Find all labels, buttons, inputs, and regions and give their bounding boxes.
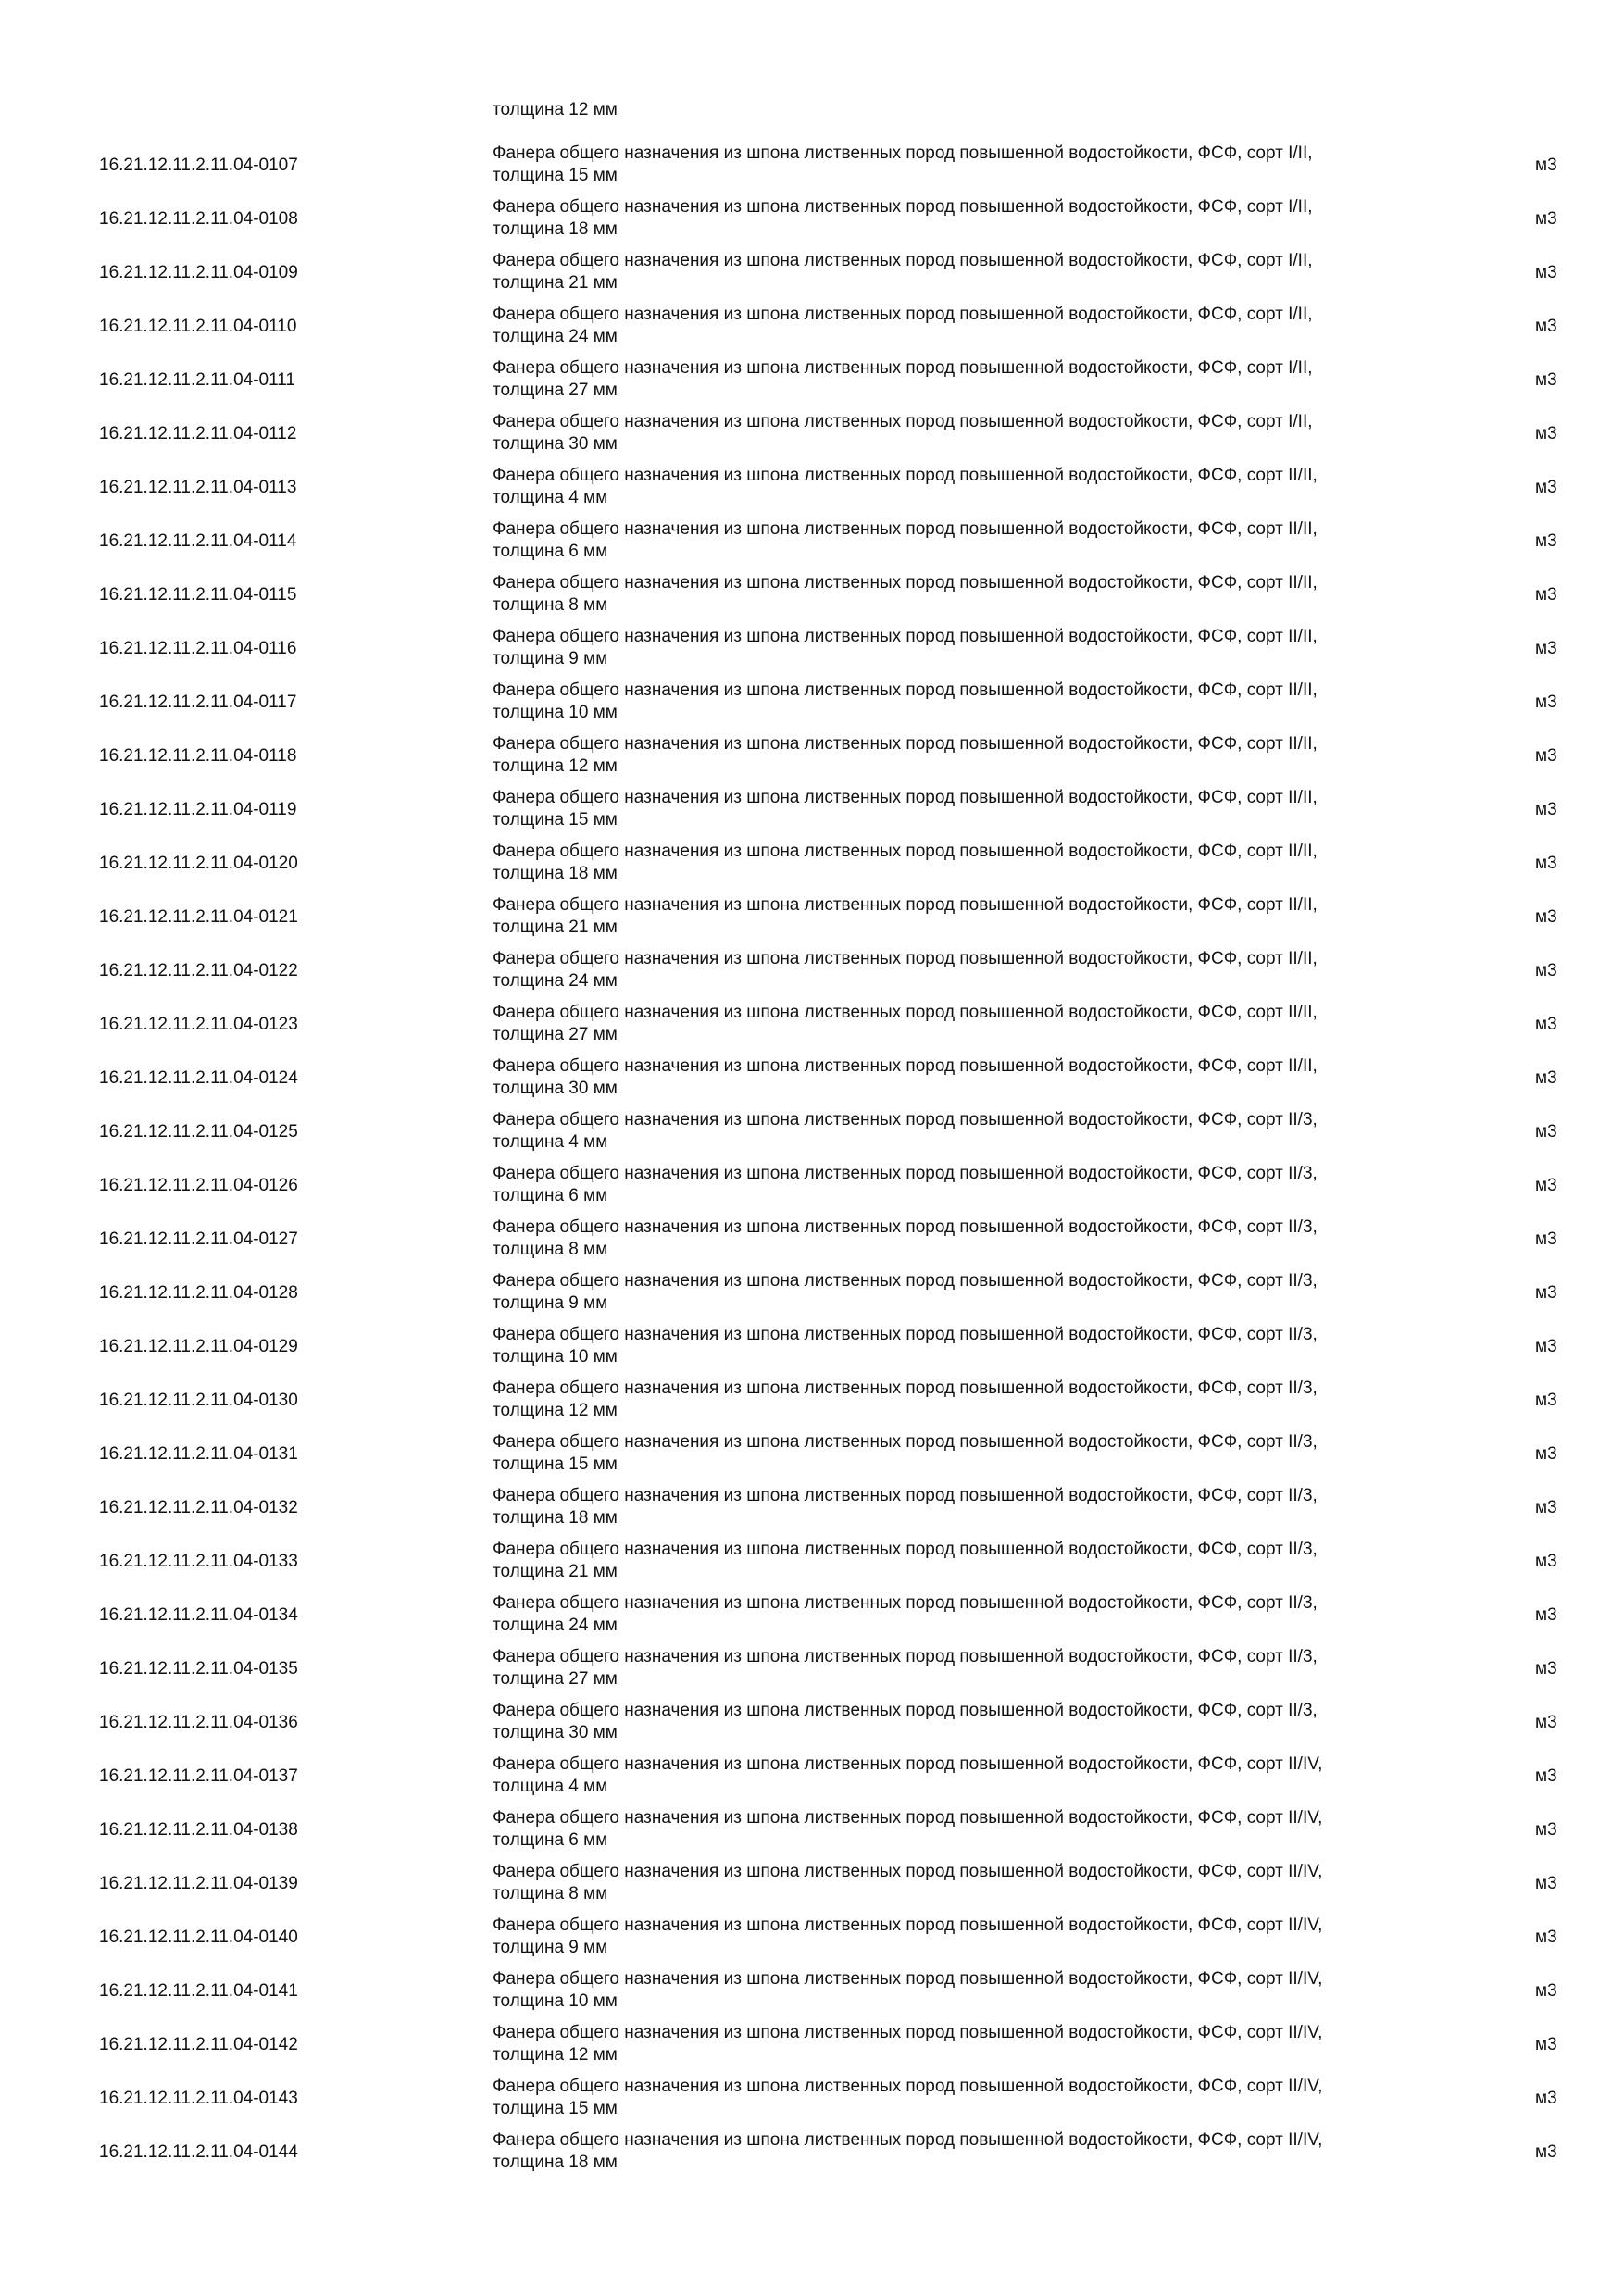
unit-of-measure: м3 xyxy=(1535,1820,1557,1840)
description-line-2: толщина 15 мм xyxy=(493,2099,618,2118)
unit-of-measure: м3 xyxy=(1535,478,1557,497)
resource-code: 16.21.12.11.2.11.04-0122 xyxy=(99,961,298,980)
description-line-1: Фанера общего назначения из шпона лиственных пород повышенной водостойкости, ФСФ, сорт II/II, xyxy=(493,627,1318,646)
unit-of-measure: м3 xyxy=(1535,424,1557,443)
resource-description xyxy=(493,1002,1455,1046)
description-line-2: толщина 21 мм xyxy=(493,1562,618,1581)
resource-code: 16.21.12.11.2.11.04-0126 xyxy=(99,1176,298,1195)
resource-description xyxy=(493,1968,1455,2013)
table-row xyxy=(0,837,1624,891)
resource-code: 16.21.12.11.2.11.04-0141 xyxy=(99,1981,298,2001)
unit-of-measure: м3 xyxy=(1535,1552,1557,1571)
description-line-1: Фанера общего назначения из шпона лиственных пород повышенной водостойкости, ФСФ, сорт II/II, xyxy=(493,519,1318,539)
unit-of-measure: м3 xyxy=(1535,1283,1557,1303)
description-line-2: толщина 9 мм xyxy=(493,1938,608,1957)
table-row xyxy=(0,193,1624,246)
resource-description xyxy=(493,1378,1455,1422)
table-row xyxy=(0,1535,1624,1589)
table-row xyxy=(0,246,1624,300)
table-row xyxy=(0,139,1624,193)
unit-of-measure: м3 xyxy=(1535,961,1557,980)
description-line-2: толщина 12 мм xyxy=(493,1401,618,1420)
resource-code: 16.21.12.11.2.11.04-0137 xyxy=(99,1766,298,1786)
description-line-1: Фанера общего назначения из шпона лиственных пород повышенной водостойкости, ФСФ, сорт II/II, xyxy=(493,680,1318,700)
resource-description xyxy=(493,894,1455,939)
table-row xyxy=(0,1213,1624,1267)
description-line-2: толщина 12 мм xyxy=(493,756,618,776)
description-line-1: Фанера общего назначения из шпона лиственных пород повышенной водостойкости, ФСФ, сорт II/II, xyxy=(493,573,1318,593)
description-line-2: толщина 8 мм xyxy=(493,595,608,615)
description-line-2: толщина 6 мм xyxy=(493,542,608,561)
resource-code: 16.21.12.11.2.11.04-0136 xyxy=(99,1713,298,1732)
description-line-1: Фанера общего назначения из шпона лиственных пород повышенной водостойкости, ФСФ, сорт II/II, xyxy=(493,466,1318,485)
table-row xyxy=(0,300,1624,354)
resource-description xyxy=(493,304,1455,348)
description-line-2: толщина 15 мм xyxy=(493,1454,618,1474)
unit-of-measure: м3 xyxy=(1535,693,1557,712)
resource-code: 16.21.12.11.2.11.04-0142 xyxy=(99,2035,298,2054)
description-line-2: толщина 10 мм xyxy=(493,1991,618,2011)
unit-of-measure: м3 xyxy=(1535,317,1557,336)
description-line-1: Фанера общего назначения из шпона лиственных пород повышенной водостойкости, ФСФ, сорт II/3, xyxy=(493,1486,1318,1505)
description-line-2: толщина 18 мм xyxy=(493,864,618,883)
resource-code: 16.21.12.11.2.11.04-0135 xyxy=(99,1659,298,1678)
table-row xyxy=(0,461,1624,515)
resource-code: 16.21.12.11.2.11.04-0139 xyxy=(99,1874,298,1893)
table-row xyxy=(0,891,1624,944)
description-line-2: толщина 10 мм xyxy=(493,1347,618,1366)
table-row xyxy=(0,1589,1624,1642)
resource-code: 16.21.12.11.2.11.04-0114 xyxy=(99,531,297,551)
resource-code: 16.21.12.11.2.11.04-0116 xyxy=(99,639,297,658)
resource-description xyxy=(493,411,1455,455)
resource-description xyxy=(493,2076,1455,2120)
description-line-1: Фанера общего назначения из шпона лиственных пород повышенной водостойкости, ФСФ, сорт I/II, xyxy=(493,305,1313,324)
unit-of-measure: м3 xyxy=(1535,1176,1557,1195)
table-row xyxy=(0,1911,1624,1965)
resource-description xyxy=(493,1700,1455,1744)
unit-of-measure: м3 xyxy=(1535,639,1557,658)
description-line-1: Фанера общего назначения из шпона лиственных пород повышенной водостойкости, ФСФ, сорт II/II, xyxy=(493,788,1318,807)
description-line-2: толщина 27 мм xyxy=(493,1669,618,1689)
unit-of-measure: м3 xyxy=(1535,1766,1557,1786)
description-line-1: Фанера общего назначения из шпона лиственных пород повышенной водостойкости, ФСФ, сорт II/II, xyxy=(493,949,1318,968)
resource-description xyxy=(493,841,1455,885)
table-row xyxy=(0,1320,1624,1374)
resource-code: 16.21.12.11.2.11.04-0110 xyxy=(99,317,297,336)
table-row xyxy=(0,1857,1624,1911)
unit-of-measure: м3 xyxy=(1535,1068,1557,1088)
unit-of-measure: м3 xyxy=(1535,2142,1557,2162)
description-line-1: Фанера общего назначения из шпона лиственных пород повышенной водостойкости, ФСФ, сорт I/II, xyxy=(493,144,1313,163)
resource-description xyxy=(493,1592,1455,1637)
resource-description xyxy=(493,787,1455,831)
unit-of-measure: м3 xyxy=(1535,1659,1557,1678)
resource-description xyxy=(493,1915,1455,1959)
description-line-1: Фанера общего назначения из шпона лиственных пород повышенной водостойкости, ФСФ, сорт II/3, xyxy=(493,1701,1318,1720)
resource-description xyxy=(493,1109,1455,1154)
resource-code: 16.21.12.11.2.11.04-0128 xyxy=(99,1283,298,1303)
description-line-1: Фанера общего назначения из шпона лиственных пород повышенной водостойкости, ФСФ, сорт II/3, xyxy=(493,1540,1318,1559)
table-row xyxy=(0,1750,1624,1803)
resource-code: 16.21.12.11.2.11.04-0133 xyxy=(99,1552,298,1571)
unit-of-measure: м3 xyxy=(1535,907,1557,927)
resource-code: 16.21.12.11.2.11.04-0143 xyxy=(99,2089,298,2108)
resource-code: 16.21.12.11.2.11.04-0125 xyxy=(99,1122,298,1142)
description-line-2: толщина 15 мм xyxy=(493,166,618,185)
description-line-1: Фанера общего назначения из шпона лиственных пород повышенной водостойкости, ФСФ, сорт II/3, xyxy=(493,1217,1318,1237)
description-line-1: Фанера общего назначения из шпона лиственных пород повышенной водостойкости, ФСФ, сорт I/II, xyxy=(493,197,1313,217)
resource-description xyxy=(493,680,1455,724)
resource-description xyxy=(493,572,1455,617)
table-row xyxy=(0,1267,1624,1320)
resource-description xyxy=(493,948,1455,992)
description-line-2: толщина 6 мм xyxy=(493,1186,608,1205)
unit-of-measure: м3 xyxy=(1535,1391,1557,1410)
resource-code: 16.21.12.11.2.11.04-0123 xyxy=(99,1015,298,1034)
price-list-table xyxy=(0,139,1624,2179)
table-row xyxy=(0,2072,1624,2126)
table-row xyxy=(0,1965,1624,2018)
description-line-1: Фанера общего назначения из шпона лиственных пород повышенной водостойкости, ФСФ, сорт II/3, xyxy=(493,1593,1318,1613)
table-row xyxy=(0,515,1624,568)
resource-code: 16.21.12.11.2.11.04-0109 xyxy=(99,263,298,282)
resource-description xyxy=(493,1861,1455,1905)
unit-of-measure: м3 xyxy=(1535,1444,1557,1464)
unit-of-measure: м3 xyxy=(1535,854,1557,873)
description-line-2: толщина 10 мм xyxy=(493,703,618,722)
table-row xyxy=(0,354,1624,407)
description-line-1: Фанера общего назначения из шпона лиственных пород повышенной водостойкости, ФСФ, сорт II/IV, xyxy=(493,1862,1323,1881)
description-line-1: Фанера общего назначения из шпона лиственных пород повышенной водостойкости, ФСФ, сорт II/IV, xyxy=(493,2077,1323,2096)
unit-of-measure: м3 xyxy=(1535,800,1557,819)
resource-code: 16.21.12.11.2.11.04-0130 xyxy=(99,1391,298,1410)
table-row xyxy=(0,1374,1624,1428)
resource-code: 16.21.12.11.2.11.04-0108 xyxy=(99,209,298,229)
description-line-2: толщина 9 мм xyxy=(493,649,608,668)
resource-description xyxy=(493,2022,1455,2066)
unit-of-measure: м3 xyxy=(1535,370,1557,390)
unit-of-measure: м3 xyxy=(1535,1928,1557,1947)
description-line-1: Фанера общего назначения из шпона лиственных пород повышенной водостойкости, ФСФ, сорт I/II, xyxy=(493,358,1313,378)
description-line-2: толщина 6 мм xyxy=(493,1830,608,1850)
continued-description: толщина 12 мм xyxy=(493,100,618,119)
resource-description xyxy=(493,465,1455,509)
resource-code: 16.21.12.11.2.11.04-0119 xyxy=(99,800,297,819)
description-line-1: Фанера общего назначения из шпона лиственных пород повышенной водостойкости, ФСФ, сорт II/IV, xyxy=(493,2023,1323,2042)
description-line-1: Фанера общего назначения из шпона лиственных пород повышенной водостойкости, ФСФ, сорт II/II, xyxy=(493,842,1318,861)
unit-of-measure: м3 xyxy=(1535,531,1557,551)
resource-code: 16.21.12.11.2.11.04-0107 xyxy=(99,156,298,175)
table-row xyxy=(0,2018,1624,2072)
resource-code: 16.21.12.11.2.11.04-0127 xyxy=(99,1229,298,1249)
description-line-1: Фанера общего назначения из шпона лиственных пород повышенной водостойкости, ФСФ, сорт II/3, xyxy=(493,1432,1318,1452)
unit-of-measure: м3 xyxy=(1535,1337,1557,1356)
resource-description xyxy=(493,1270,1455,1315)
description-line-2: толщина 18 мм xyxy=(493,1508,618,1528)
unit-of-measure: м3 xyxy=(1535,1981,1557,2001)
table-row xyxy=(0,1696,1624,1750)
description-line-1: Фанера общего назначения из шпона лиственных пород повышенной водостойкости, ФСФ, сорт II/3, xyxy=(493,1647,1318,1666)
table-row xyxy=(0,1481,1624,1535)
resource-description xyxy=(493,1055,1455,1100)
resource-code: 16.21.12.11.2.11.04-0138 xyxy=(99,1820,298,1840)
table-row xyxy=(0,1803,1624,1857)
table-row xyxy=(0,676,1624,730)
resource-description xyxy=(493,1163,1455,1207)
description-line-1: Фанера общего назначения из шпона лиственных пород повышенной водостойкости, ФСФ, сорт II/3, xyxy=(493,1271,1318,1291)
table-row xyxy=(0,1052,1624,1105)
description-line-2: толщина 27 мм xyxy=(493,1025,618,1044)
table-row xyxy=(0,1642,1624,1696)
description-line-2: толщина 8 мм xyxy=(493,1884,608,1903)
description-line-1: Фанера общего назначения из шпона лиственных пород повышенной водостойкости, ФСФ, сорт II/3, xyxy=(493,1164,1318,1183)
resource-description xyxy=(493,196,1455,241)
description-line-1: Фанера общего назначения из шпона лиственных пород повышенной водостойкости, ФСФ, сорт II/II, xyxy=(493,734,1318,754)
resource-code: 16.21.12.11.2.11.04-0118 xyxy=(99,746,297,766)
resource-code: 16.21.12.11.2.11.04-0140 xyxy=(99,1928,298,1947)
description-line-1: Фанера общего назначения из шпона лиственных пород повышенной водостойкости, ФСФ, сорт II/IV, xyxy=(493,1808,1323,1828)
resource-description xyxy=(493,1485,1455,1529)
table-row xyxy=(0,407,1624,461)
resource-description xyxy=(493,2129,1455,2174)
description-line-2: толщина 4 мм xyxy=(493,488,608,507)
description-line-2: толщина 24 мм xyxy=(493,327,618,346)
description-line-2: толщина 30 мм xyxy=(493,1079,618,1098)
description-line-1: Фанера общего назначения из шпона лиственных пород повышенной водостойкости, ФСФ, сорт II/IV, xyxy=(493,1754,1323,1774)
description-line-2: толщина 24 мм xyxy=(493,1616,618,1635)
unit-of-measure: м3 xyxy=(1535,1229,1557,1249)
description-line-1: Фанера общего назначения из шпона лиственных пород повышенной водостойкости, ФСФ, сорт II/II, xyxy=(493,1056,1318,1076)
description-line-2: толщина 30 мм xyxy=(493,434,618,454)
unit-of-measure: м3 xyxy=(1535,263,1557,282)
resource-description xyxy=(493,357,1455,402)
resource-description xyxy=(493,1753,1455,1798)
resource-code: 16.21.12.11.2.11.04-0129 xyxy=(99,1337,298,1356)
description-line-1: Фанера общего назначения из шпона лиственных пород повышенной водостойкости, ФСФ, сорт I/II, xyxy=(493,251,1313,270)
unit-of-measure: м3 xyxy=(1535,1713,1557,1732)
resource-description xyxy=(493,1217,1455,1261)
description-line-1: Фанера общего назначения из шпона лиственных пород повышенной водостойкости, ФСФ, сорт II/3, xyxy=(493,1379,1318,1398)
unit-of-measure: м3 xyxy=(1535,2089,1557,2108)
description-line-2: толщина 8 мм xyxy=(493,1240,608,1259)
unit-of-measure: м3 xyxy=(1535,156,1557,175)
description-line-1: Фанера общего назначения из шпона лиственных пород повышенной водостойкости, ФСФ, сорт II/II, xyxy=(493,895,1318,915)
description-line-2: толщина 18 мм xyxy=(493,219,618,239)
resource-code: 16.21.12.11.2.11.04-0121 xyxy=(99,907,298,927)
resource-description xyxy=(493,626,1455,670)
resource-code: 16.21.12.11.2.11.04-0131 xyxy=(99,1444,298,1464)
description-line-2: толщина 21 мм xyxy=(493,273,618,293)
table-row xyxy=(0,783,1624,837)
description-line-2: толщина 9 мм xyxy=(493,1293,608,1313)
description-line-2: толщина 30 мм xyxy=(493,1723,618,1742)
resource-description xyxy=(493,143,1455,187)
table-row xyxy=(0,1159,1624,1213)
resource-description xyxy=(493,250,1455,294)
resource-code: 16.21.12.11.2.11.04-0124 xyxy=(99,1068,298,1088)
description-line-1: Фанера общего назначения из шпона лиственных пород повышенной водостойкости, ФСФ, сорт II/3, xyxy=(493,1110,1318,1129)
description-line-1: Фанера общего назначения из шпона лиственных пород повышенной водостойкости, ФСФ, сорт II/IV, xyxy=(493,2130,1323,2150)
description-line-1: Фанера общего назначения из шпона лиственных пород повышенной водостойкости, ФСФ, сорт II/II, xyxy=(493,1003,1318,1022)
resource-code: 16.21.12.11.2.11.04-0134 xyxy=(99,1605,298,1625)
description-line-2: толщина 27 мм xyxy=(493,381,618,400)
table-row xyxy=(0,730,1624,783)
unit-of-measure: м3 xyxy=(1535,585,1557,605)
resource-code: 16.21.12.11.2.11.04-0111 xyxy=(99,370,295,390)
description-line-2: толщина 15 мм xyxy=(493,810,618,830)
resource-code: 16.21.12.11.2.11.04-0144 xyxy=(99,2142,298,2162)
unit-of-measure: м3 xyxy=(1535,1874,1557,1893)
table-row xyxy=(0,998,1624,1052)
description-line-1: Фанера общего назначения из шпона лиственных пород повышенной водостойкости, ФСФ, сорт II/3, xyxy=(493,1325,1318,1344)
resource-code: 16.21.12.11.2.11.04-0113 xyxy=(99,478,297,497)
description-line-2: толщина 21 мм xyxy=(493,917,618,937)
table-row xyxy=(0,1428,1624,1481)
unit-of-measure: м3 xyxy=(1535,209,1557,229)
resource-code: 16.21.12.11.2.11.04-0115 xyxy=(99,585,297,605)
resource-description xyxy=(493,733,1455,778)
unit-of-measure: м3 xyxy=(1535,1605,1557,1625)
table-row xyxy=(0,2126,1624,2179)
description-line-2: толщина 4 мм xyxy=(493,1777,608,1796)
description-line-2: толщина 18 мм xyxy=(493,2152,618,2172)
table-row xyxy=(0,622,1624,676)
description-line-1: Фанера общего назначения из шпона лиственных пород повышенной водостойкости, ФСФ, сорт II/IV, xyxy=(493,1915,1323,1935)
unit-of-measure: м3 xyxy=(1535,746,1557,766)
unit-of-measure: м3 xyxy=(1535,1015,1557,1034)
resource-code: 16.21.12.11.2.11.04-0120 xyxy=(99,854,298,873)
resource-description xyxy=(493,1646,1455,1691)
description-line-2: толщина 4 мм xyxy=(493,1132,608,1152)
table-row xyxy=(0,944,1624,998)
unit-of-measure: м3 xyxy=(1535,1122,1557,1142)
resource-description xyxy=(493,1324,1455,1368)
resource-code: 16.21.12.11.2.11.04-0112 xyxy=(99,424,297,443)
table-row xyxy=(0,1105,1624,1159)
description-line-1: Фанера общего назначения из шпона лиственных пород повышенной водостойкости, ФСФ, сорт I/II, xyxy=(493,412,1313,431)
unit-of-measure: м3 xyxy=(1535,1498,1557,1517)
resource-description xyxy=(493,518,1455,563)
description-line-1: Фанера общего назначения из шпона лиственных пород повышенной водостойкости, ФСФ, сорт II/IV, xyxy=(493,1969,1323,1989)
resource-description xyxy=(493,1431,1455,1476)
description-line-2: толщина 12 мм xyxy=(493,2045,618,2065)
unit-of-measure: м3 xyxy=(1535,2035,1557,2054)
table-row xyxy=(0,568,1624,622)
resource-code: 16.21.12.11.2.11.04-0117 xyxy=(99,693,297,712)
resource-description xyxy=(493,1539,1455,1583)
resource-code: 16.21.12.11.2.11.04-0132 xyxy=(99,1498,298,1517)
resource-description xyxy=(493,1807,1455,1852)
description-line-2: толщина 24 мм xyxy=(493,971,618,991)
